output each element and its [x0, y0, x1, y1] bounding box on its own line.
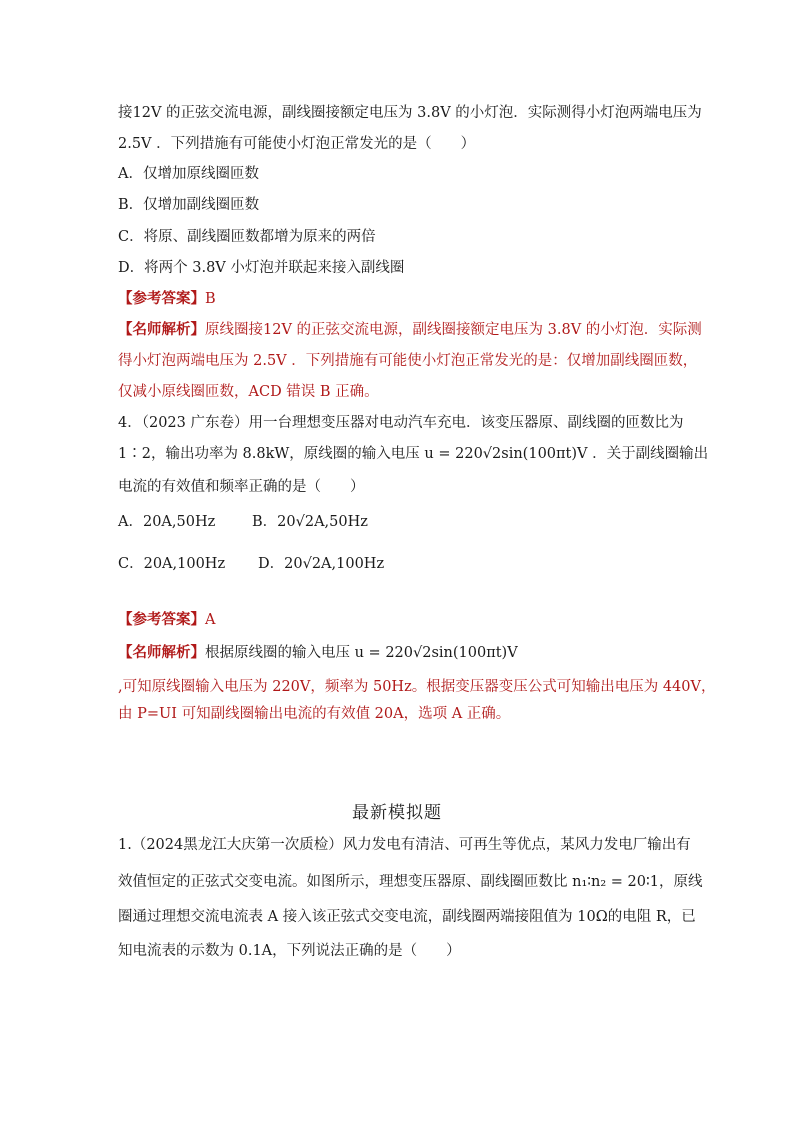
q3-stem-line2: 2.5V ．下列措施有可能使小灯泡正常发光的是（ ） — [118, 136, 476, 152]
q3-option-d: D．将两个 3.8V 小灯泡并联起来接入副线圈 — [118, 260, 405, 276]
q3-option-c: C．将原、副线圈匝数都增为原来的两倍 — [118, 229, 376, 245]
q4-analysis-line1 — [118, 643, 678, 663]
q4-analysis-line3: 由 P=UI 可知副线圈输出电流的有效值 20A，选项 A 正确。 — [118, 706, 511, 722]
q3-stem-line1: 接12V 的正弦交流电源，副线圈接额定电压为 3.8V 的小灯泡．实际测得小灯泡两端电压为 — [118, 105, 702, 121]
q3-analysis-line2: 得小灯泡两端电压为 2.5V ．下列措施有可能使小灯泡正常发光的是：仅增加副线圈匝数， — [118, 353, 698, 369]
q3-answer — [118, 289, 678, 309]
q1-line3: 圈通过理想交流电流表 A 接入该正弦式交变电流，副线圈两端接阻值为 10Ω的电阻 R，已 — [118, 909, 696, 925]
answer-label: 【参考答案】 — [118, 611, 205, 628]
q1-line2: 效值恒定的正弦式交变电流。如图所示，理想变压器原、副线圈匝数比 n₁∶n₂ = 20∶1，原线 — [118, 874, 703, 890]
q4-stem-line1: 4．（2023 广东卷）用一台理想变压器对电动汽车充电．该变压器原、副线圈的匝数比为 — [118, 415, 684, 431]
q4-answer — [118, 610, 678, 630]
q3-analysis-line1 — [118, 320, 702, 340]
q1-line4: 知电流表的示数为 0.1A，下列说法正确的是（ ） — [118, 943, 461, 959]
answer-value: A — [205, 612, 216, 628]
q4-options-row1 — [118, 512, 678, 532]
q3-option-a: A．仅增加原线圈匝数 — [118, 166, 259, 182]
section-title: 最新模拟题 — [352, 803, 442, 823]
q4-option-a: A．20A,50Hz — [118, 514, 216, 530]
q4-analysis-line2: ,可知原线圈输入电压为 220V，频率为 50Hz。根据变压器变压公式可知输出电压为 440V， — [118, 679, 716, 695]
q4-stem-line2: 1∶2，输出功率为 8.8kW，原线圈的输入电压 u = 220√2sin(100πt)V ．关于副线圈输出 — [118, 446, 709, 462]
answer-value: B — [205, 291, 216, 307]
analysis-text: 原线圈接12V 的正弦交流电源，副线圈接额定电压为 3.8V 的小灯泡．实际测 — [205, 322, 702, 338]
q4-option-b: B．20√2A,50Hz — [252, 514, 368, 530]
q1-line1: 1.（2024黑龙江大庆第一次质检）风力发电有清洁、可再生等优点，某风力发电厂输出有 — [118, 837, 691, 853]
q4-stem-line3: 电流的有效值和频率正确的是（ ） — [118, 479, 365, 495]
analysis-label: 【名师解析】 — [118, 321, 205, 338]
q3-option-b: B．仅增加副线圈匝数 — [118, 197, 260, 213]
q4-option-c: C．20A,100Hz — [118, 556, 226, 572]
q4-option-d: D．20√2A,100Hz — [258, 556, 385, 572]
analysis-text: 根据原线圈的输入电压 u = 220√2sin(100πt)V — [205, 645, 518, 661]
q3-analysis-line3: 仅减小原线圈匝数，ACD 错误 B 正确。 — [118, 384, 379, 400]
analysis-label: 【名师解析】 — [118, 644, 205, 661]
q4-options-row2 — [118, 554, 678, 574]
answer-label: 【参考答案】 — [118, 290, 205, 307]
